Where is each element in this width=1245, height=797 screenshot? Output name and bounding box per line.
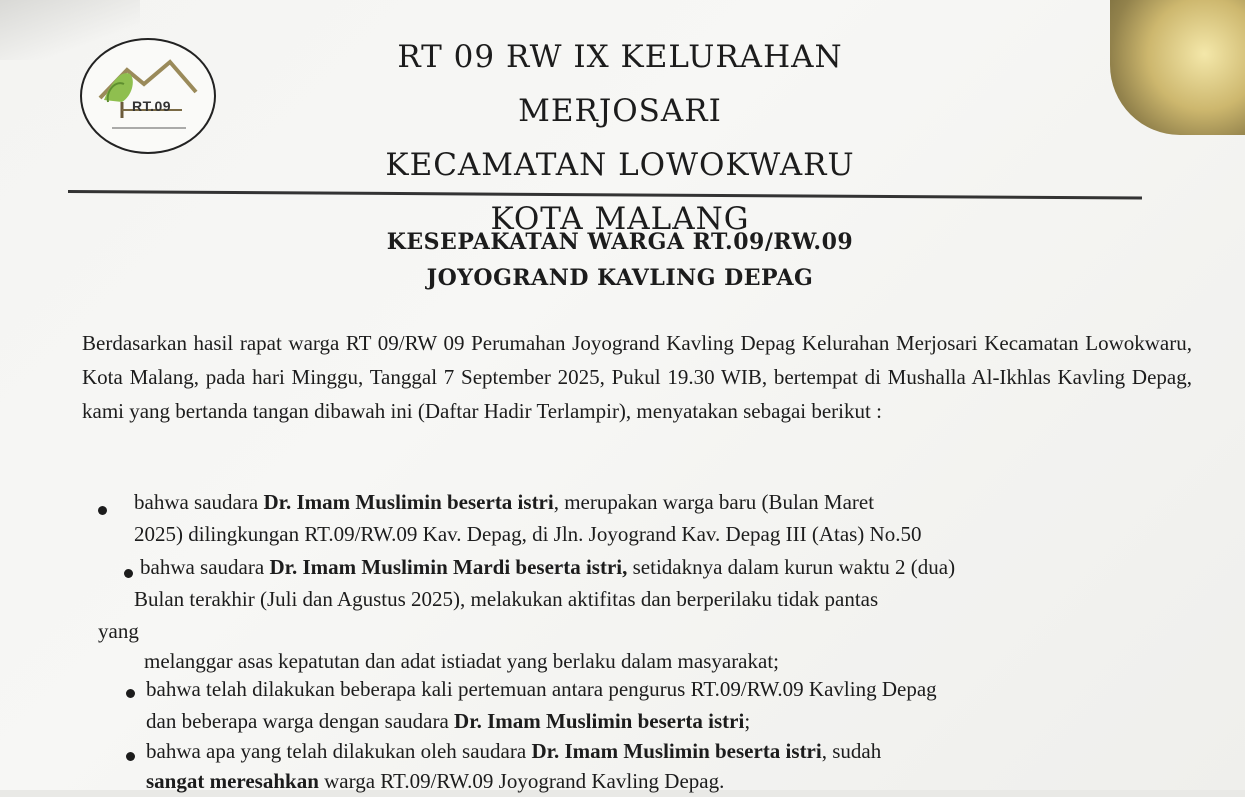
document-title — [250, 224, 990, 296]
bold-name: Dr. Imam Muslimin beserta istri — [263, 490, 554, 514]
list-item-2-line-4: melanggar asas kepatutan dan adat istiadat yang berlaku dalam masyarakat; — [144, 649, 779, 673]
intro-paragraph: Berdasarkan hasil rapat warga RT 09/RW 09 Perumahan Joyogrand Kavling Depag Kelurahan Merjosari Kecamatan Lowokwaru, Kota Malang, pada hari Minggu, Tanggal 7 September 2025, Pukul 19.30 WIB, bertempat di Mushalla Al-Ikhlas Kavling Depag, kami yang bertanda tangan dibawah ini (Daftar Hadir Terlampir), menyatakan sebagai berikut : — [82, 331, 1192, 423]
text: bahwa saudara — [134, 490, 264, 514]
title-line-2: JOYOGRAND KAVLING DEPAG — [426, 265, 814, 291]
letterhead-line-1: RT 09 RW IX KELURAHAN MERJOSARI — [397, 39, 843, 129]
text: , sudah — [821, 739, 882, 763]
list-item-4-line-1 — [146, 735, 881, 767]
rt-logo — [80, 38, 216, 154]
bold-name: Dr. Imam Muslimin beserta istri — [531, 739, 822, 763]
bullet-icon — [126, 752, 135, 761]
list-item-2-line-1 — [140, 551, 955, 583]
letterhead-line-3: KOTA MALANG — [490, 201, 750, 237]
text: , merupakan warga baru (Bulan Maret — [553, 490, 875, 514]
list-item-1-line-2: 2025) dilingkungan RT.09/RW.09 Kav. Depag, di Jln. Joyogrand Kav. Depag III (Atas) No.50 — [134, 522, 922, 546]
text: dan beberapa warga dengan saudara — [146, 709, 455, 733]
text: bahwa apa yang telah dilakukan oleh saudara — [146, 739, 532, 763]
logo-emblem-icon — [82, 40, 214, 152]
list-item-1-line-1 — [134, 486, 874, 518]
bold-name: Dr. Imam Muslimin Mardi beserta istri, — [269, 555, 628, 579]
list-item-3-line-2 — [146, 705, 750, 737]
bullet-icon — [98, 506, 107, 515]
title-line-1: KESEPAKATAN WARGA RT.09/RW.09 — [386, 229, 854, 255]
bullet-icon — [124, 569, 133, 578]
bold-name: Dr. Imam Muslimin beserta istri — [454, 709, 745, 733]
list-item-2-line-2: Bulan terakhir (Juli dan Agustus 2025), melakukan aktifitas dan berperilaku tidak pantas — [134, 587, 879, 611]
bullet-icon — [126, 689, 135, 698]
text: warga RT.09/RW.09 Joyogrand Kavling Depag. — [318, 769, 725, 793]
text: bahwa saudara — [140, 555, 270, 579]
list-item-3-line-1: bahwa telah dilakukan beberapa kali pertemuan antara pengurus RT.09/RW.09 Kavling Depag — [146, 677, 937, 701]
background-object — [1110, 0, 1245, 135]
letterhead-line-2: KECAMATAN LOWOKWARU — [385, 147, 855, 183]
list-item-2-line-3: yang — [98, 619, 139, 643]
letterhead — [300, 30, 940, 246]
bold-phrase: sangat meresahkan — [146, 769, 319, 793]
text: ; — [744, 709, 751, 733]
logo-text: RT.09 — [132, 98, 172, 114]
text: setidaknya dalam kurun waktu 2 (dua) — [627, 555, 956, 579]
list-item-4-line-2 — [146, 765, 724, 797]
